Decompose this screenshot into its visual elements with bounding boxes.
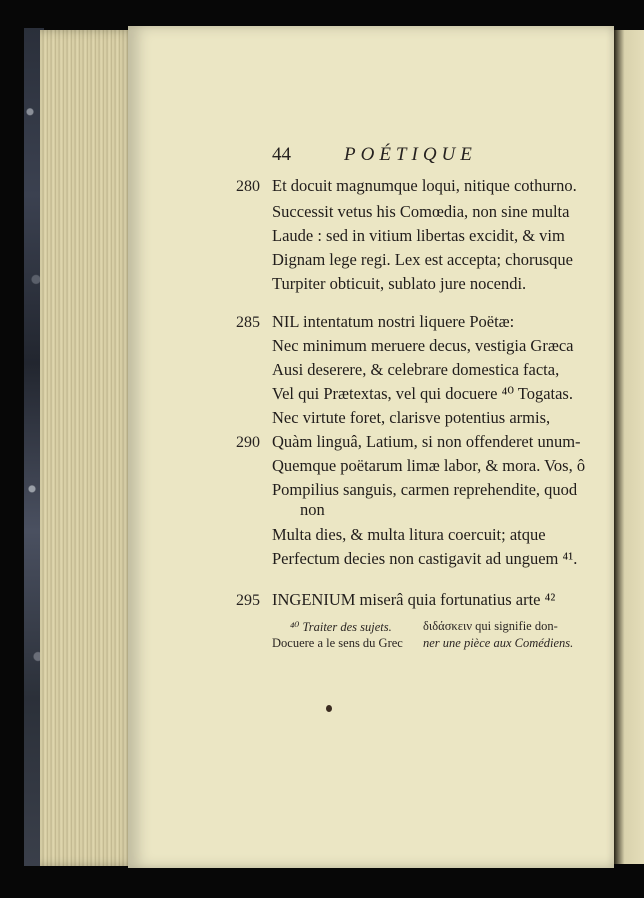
verse-line: Nec virtute foret, clarisve potentius armis, (272, 408, 551, 427)
verse-line: Dignam lege regi. Lex est accepta; chorusque (272, 250, 573, 269)
verse-line: Perfectum decies non castigavit ad unguem ⁴¹. (272, 549, 578, 568)
line-number: 290 (236, 434, 260, 451)
verse-line: non (300, 500, 325, 519)
verse-line: Laude : sed in vitium libertas excidit, & vim (272, 226, 565, 245)
verse-line: Vel qui Prætextas, vel qui docuere ⁴⁰ Togatas. (272, 384, 573, 403)
page-edges (40, 30, 136, 866)
footnote-right-2: ner une pièce aux Comédiens. (423, 636, 574, 650)
line-number: 280 (236, 178, 260, 195)
page-number: 44 (272, 144, 291, 165)
verse-line: Nec minimum meruere decus, vestigia Græca (272, 336, 574, 355)
ink-spot (326, 705, 332, 712)
footnote-right-1: διδάσκειν qui signifie don- (423, 619, 558, 633)
verse-line: Turpiter obticuit, sublato jure nocendi. (272, 274, 527, 293)
running-title: POÉTIQUE (344, 144, 477, 165)
facing-page-edge (614, 30, 644, 864)
verse-line: NIL intentatum nostri liquere Poëtæ: (272, 312, 515, 331)
verse-line: Quemque poëtarum limæ labor, & mora. Vos, ô (272, 456, 586, 475)
verse-line: Et docuit magnumque loqui, nitique cothurno. (272, 176, 577, 195)
verse-line: Multa dies, & multa litura coercuit; atque (272, 525, 546, 544)
verse-line: Quàm linguâ, Latium, si non offenderet unum- (272, 432, 581, 451)
line-number: 295 (236, 592, 260, 609)
footnote-left-2: Docuere a le sens du Grec (272, 636, 403, 650)
footnote-left-1: ⁴⁰ Traiter des sujets. (290, 620, 392, 634)
verse-line: Successit vetus his Comœdia, non sine multa (272, 202, 570, 221)
verse-line: Ausi deserere, & celebrare domestica facta, (272, 360, 560, 379)
page-header (272, 144, 477, 166)
verse-line: INGENIUM miserâ quia fortunatius arte ⁴² (272, 590, 556, 609)
verse-line: Pompilius sanguis, carmen reprehendite, quod (272, 480, 578, 499)
line-number: 285 (236, 314, 260, 331)
